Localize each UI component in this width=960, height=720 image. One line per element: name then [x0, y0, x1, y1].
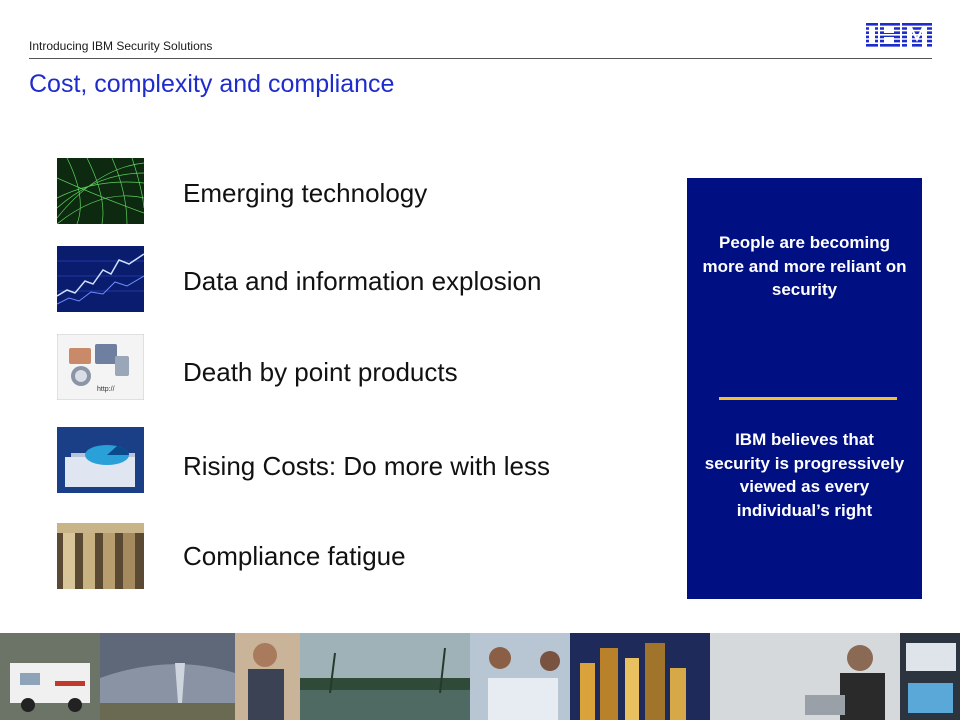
devices-and-gadgets-image — [57, 334, 144, 400]
panel-divider — [719, 397, 897, 400]
tornado-storm-image — [100, 633, 235, 720]
classical-columns-image — [57, 523, 144, 589]
page-title: Cost, complexity and compliance — [29, 70, 395, 98]
palm-lake-image — [300, 633, 470, 720]
city-skyline-night-image — [570, 633, 710, 720]
item-label: Death by point products — [183, 357, 458, 387]
list-item-point-products — [57, 334, 677, 400]
item-label: Compliance fatigue — [183, 541, 406, 571]
panel-statement-belief: IBM believes that security is progressively viewed as every individual’s right — [704, 430, 905, 520]
list-item-data-explosion — [57, 246, 677, 312]
item-label: Emerging technology — [183, 178, 428, 208]
businessman-phone-image — [235, 633, 300, 720]
item-label: Data and information explosion — [183, 266, 542, 296]
list-item-rising-costs — [57, 427, 677, 493]
man-at-laptop-image — [710, 633, 900, 720]
people-at-computers-image — [470, 633, 570, 720]
section-title: Introducing IBM Security Solutions — [29, 39, 213, 53]
footer-photo-filmstrip — [0, 633, 960, 720]
ibm-logo — [866, 20, 932, 50]
list-item-emerging-technology — [57, 158, 677, 224]
stock-chart-display-image — [57, 246, 144, 312]
http-browser-image — [900, 633, 960, 720]
list-item-compliance-fatigue — [57, 523, 677, 589]
http-thumb-text: http:// — [97, 386, 115, 393]
header-divider — [29, 58, 932, 59]
pie-chart-papers-image — [57, 427, 144, 493]
item-label: Rising Costs: Do more with less — [183, 451, 550, 481]
panel-statement-reliance: People are becoming more and more reliant on security — [702, 233, 907, 299]
ambulance-image — [0, 633, 100, 720]
green-network-grid-image — [57, 158, 144, 224]
callout-panel — [687, 178, 922, 599]
